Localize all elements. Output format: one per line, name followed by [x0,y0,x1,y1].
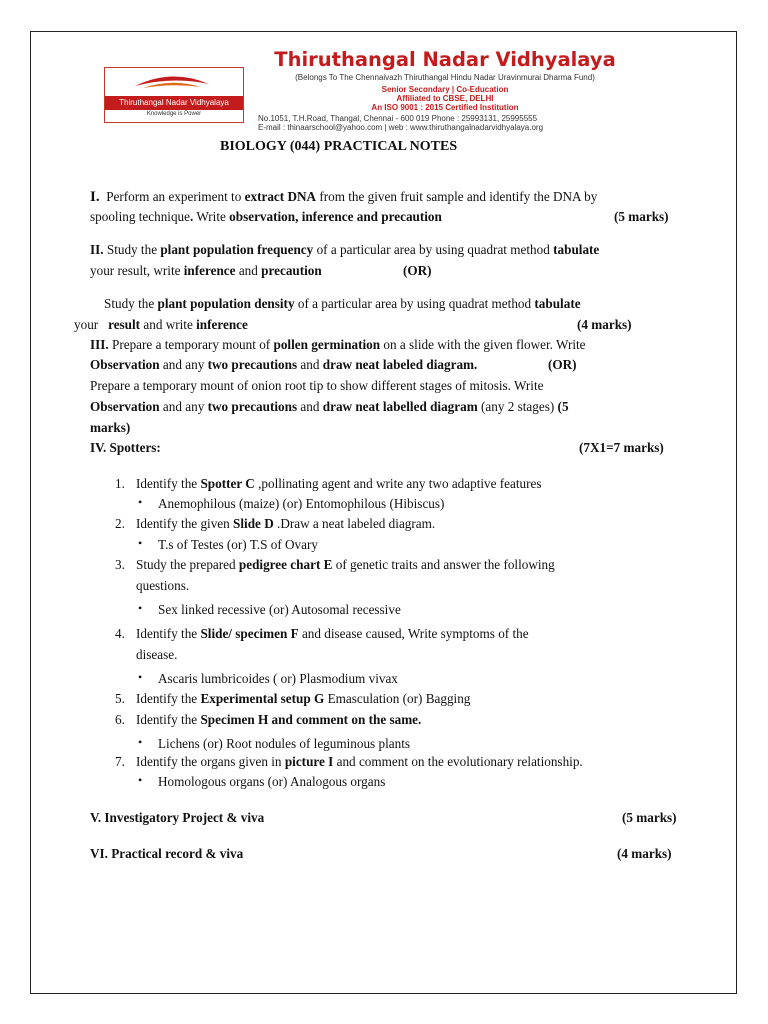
bullet-icon: • [138,670,143,684]
marks: (4 marks) [577,317,632,332]
header-line3: An ISO 9001 : 2015 Certified Institution [371,103,519,112]
section-1-marks [614,209,669,225]
spotter-item-3-number: 3. [115,557,125,572]
bold-text: two precautions [207,357,298,372]
bold-text: plant population density [157,296,295,311]
section-4-marks [579,440,664,456]
bold-text: Observation [90,357,160,372]
spotter-item-6-answer: Lichens (or) Root nodules of leguminous plants [158,736,410,751]
section-6-marks [617,846,672,862]
bold-text: draw neat labelled diagram [322,399,478,414]
text: and disease caused, Write symptoms of the [298,626,529,641]
bold-text: tabulate [534,296,581,311]
section-3-line-2 [90,357,477,373]
logo-swoosh-icon [133,74,211,90]
text: .Draw a neat labeled diagram. [273,516,436,531]
text: Study the [104,296,158,311]
or-label: (OR) [548,357,577,372]
text: Identify the [136,476,201,491]
spotter-item-3-answer: Sex linked recessive (or) Autosomal recessive [158,602,401,617]
section-3-line-5 [90,420,130,436]
bold-text: Observation [90,399,160,414]
bold-text: inference [183,263,236,278]
section-1-line-2 [90,209,442,225]
section-3-number: III. [90,337,109,352]
section-5-label [90,810,264,826]
bold-text: Slide D [233,516,274,531]
section-3-or [548,357,577,373]
bold-text: precaution [261,263,322,278]
header-address: No.1051, T.H.Road, Thangal, Chennai - 600 019 Phone : 25993131, 25995555 [258,114,538,123]
text: and [297,399,323,414]
bold-text: picture I [284,754,334,769]
bold-text: pollen germination [273,337,381,352]
bullet-icon: • [138,601,143,615]
spotter-item-3 [136,557,555,573]
document-title: BIOLOGY (044) PRACTICAL NOTES [220,139,458,154]
text: Write [193,209,230,224]
spotter-item-6 [136,712,421,728]
spotter-item-4 [136,626,529,642]
bold-text: Spotter C [200,476,255,491]
text: and any [159,399,208,414]
bold-text: draw neat labeled diagram. [322,357,478,372]
text: of a particular area by using quadrat method [313,242,554,257]
text: and comment on the evolutionary relationship. [333,754,583,769]
bullet-icon: • [138,735,143,749]
spotter-item-7-number: 7. [115,754,125,769]
bold-text: Slide/ specimen F [200,626,299,641]
section-3-line-1 [90,337,586,353]
header-contact: E-mail : thinaarschool@yahoo.com | web : www.thiruthangalnadarvidhyalaya.org [258,123,544,132]
header-line1: Senior Secondary | Co-Education [381,85,509,94]
text: and write [140,317,197,332]
spotter-item-1 [136,476,542,492]
spotter-item-4-number: 4. [115,626,125,641]
section-3-line-4 [90,399,569,415]
text: spooling technique [90,209,190,224]
school-name: Thiruthangal Nadar Vidhyalaya [274,48,616,71]
bold-text: inference [196,317,248,332]
bold-text: . [190,209,194,224]
spotter-item-2-number: 2. [115,516,125,531]
spotter-item-5-number: 5. [115,691,125,706]
heading: IV. Spotters: [90,440,161,455]
section-4-heading [90,440,161,456]
section-2-or [403,263,432,279]
bold-text: observation, inference and precaution [229,209,442,224]
text: Identify the [136,691,201,706]
label: VI. Practical record & viva [90,846,244,861]
text: and any [159,357,208,372]
text: Prepare a temporary mount of [108,337,274,352]
spotter-item-3-cont: questions. [136,578,190,593]
text: Identify the [136,712,201,727]
bold-text: result [108,317,141,332]
section-2-line-1 [90,242,599,258]
bold-text: (5 [557,399,569,414]
section-1-number: I. [90,189,100,205]
logo-band-text: Thiruthangal Nadar Vidhyalaya [105,96,243,110]
bold-text: two precautions [207,399,298,414]
bullet-icon: • [138,495,143,509]
spotter-item-4-answer: Ascaris lumbricoides ( or) Plasmodium vivax [158,671,398,686]
text: Identify the [136,626,201,641]
text: (any 2 stages) [477,399,558,414]
marks: (5 marks) [622,810,677,825]
text: Identify the given [136,516,234,531]
or-label: (OR) [403,263,432,278]
spotter-item-2-answer: T.s of Testes (or) T.S of Ovary [158,537,318,552]
bold-text: Specimen H and comment on the same. [200,712,422,727]
logo-tagline: Knowledge is Power [146,111,202,117]
text: ,pollinating agent and write any two adaptive features [254,476,542,491]
spotter-item-7-answer: Homologous organs (or) Analogous organs [158,774,386,789]
text: Identify the organs given in [136,754,285,769]
bold-text: Experimental setup G [200,691,325,706]
marks: (4 marks) [617,846,672,861]
section-1-line-1 [90,189,597,205]
section-2-number: II. [90,242,104,257]
bold-text: tabulate [553,242,600,257]
bold-text: extract DNA [244,189,317,204]
section-2-line-3 [104,296,581,312]
text: and [297,357,323,372]
section-2-line-4 [74,317,248,333]
text: Perform an experiment to [106,189,245,204]
section-5-marks [622,810,677,826]
spotter-item-1-answer: Anemophilous (maize) (or) Entomophilous (Hibiscus) [158,496,445,511]
text: and [235,263,262,278]
marks: (7X1=7 marks) [579,440,664,455]
spotter-item-6-number: 6. [115,712,125,727]
text: your [74,317,109,332]
header-line2: Affiliated to CBSE, DELHI [396,94,494,103]
bold-text: marks) [90,420,131,435]
text: from the given fruit sample and identify the DNA by [316,189,598,204]
label: V. Investigatory Project & viva [90,810,265,825]
bold-text: pedigree chart E [238,557,333,572]
school-logo [104,67,244,123]
text: Emasculation (or) Bagging [324,691,471,706]
text: Prepare a temporary mount of onion root tip to show different stages of mitosis. Write [90,378,544,393]
header-belongs: (Belongs To The Chennaivazh Thiruthangal Hindu Nadar Uravinmurai Dharma Fund) [295,73,595,82]
bullet-icon: • [138,536,143,550]
marks: (5 marks) [614,209,669,224]
text: your result, write [90,263,184,278]
text: Study the prepared [136,557,239,572]
spotter-item-7 [136,754,583,770]
spotter-item-5 [136,691,470,707]
bullet-icon: • [138,773,143,787]
section-2-line-2 [90,263,322,279]
spotter-item-4-cont: disease. [136,647,178,662]
text: of a particular area by using quadrat method [294,296,535,311]
text: Study the [103,242,161,257]
text: of genetic traits and answer the following [332,557,555,572]
text: on a slide with the given flower. Write [380,337,586,352]
section-6-label [90,846,243,862]
section-2-marks [577,317,632,333]
bold-text: plant population frequency [160,242,314,257]
section-3-line-3 [90,378,544,394]
spotter-item-1-number: 1. [115,476,125,491]
spotter-item-2 [136,516,435,532]
